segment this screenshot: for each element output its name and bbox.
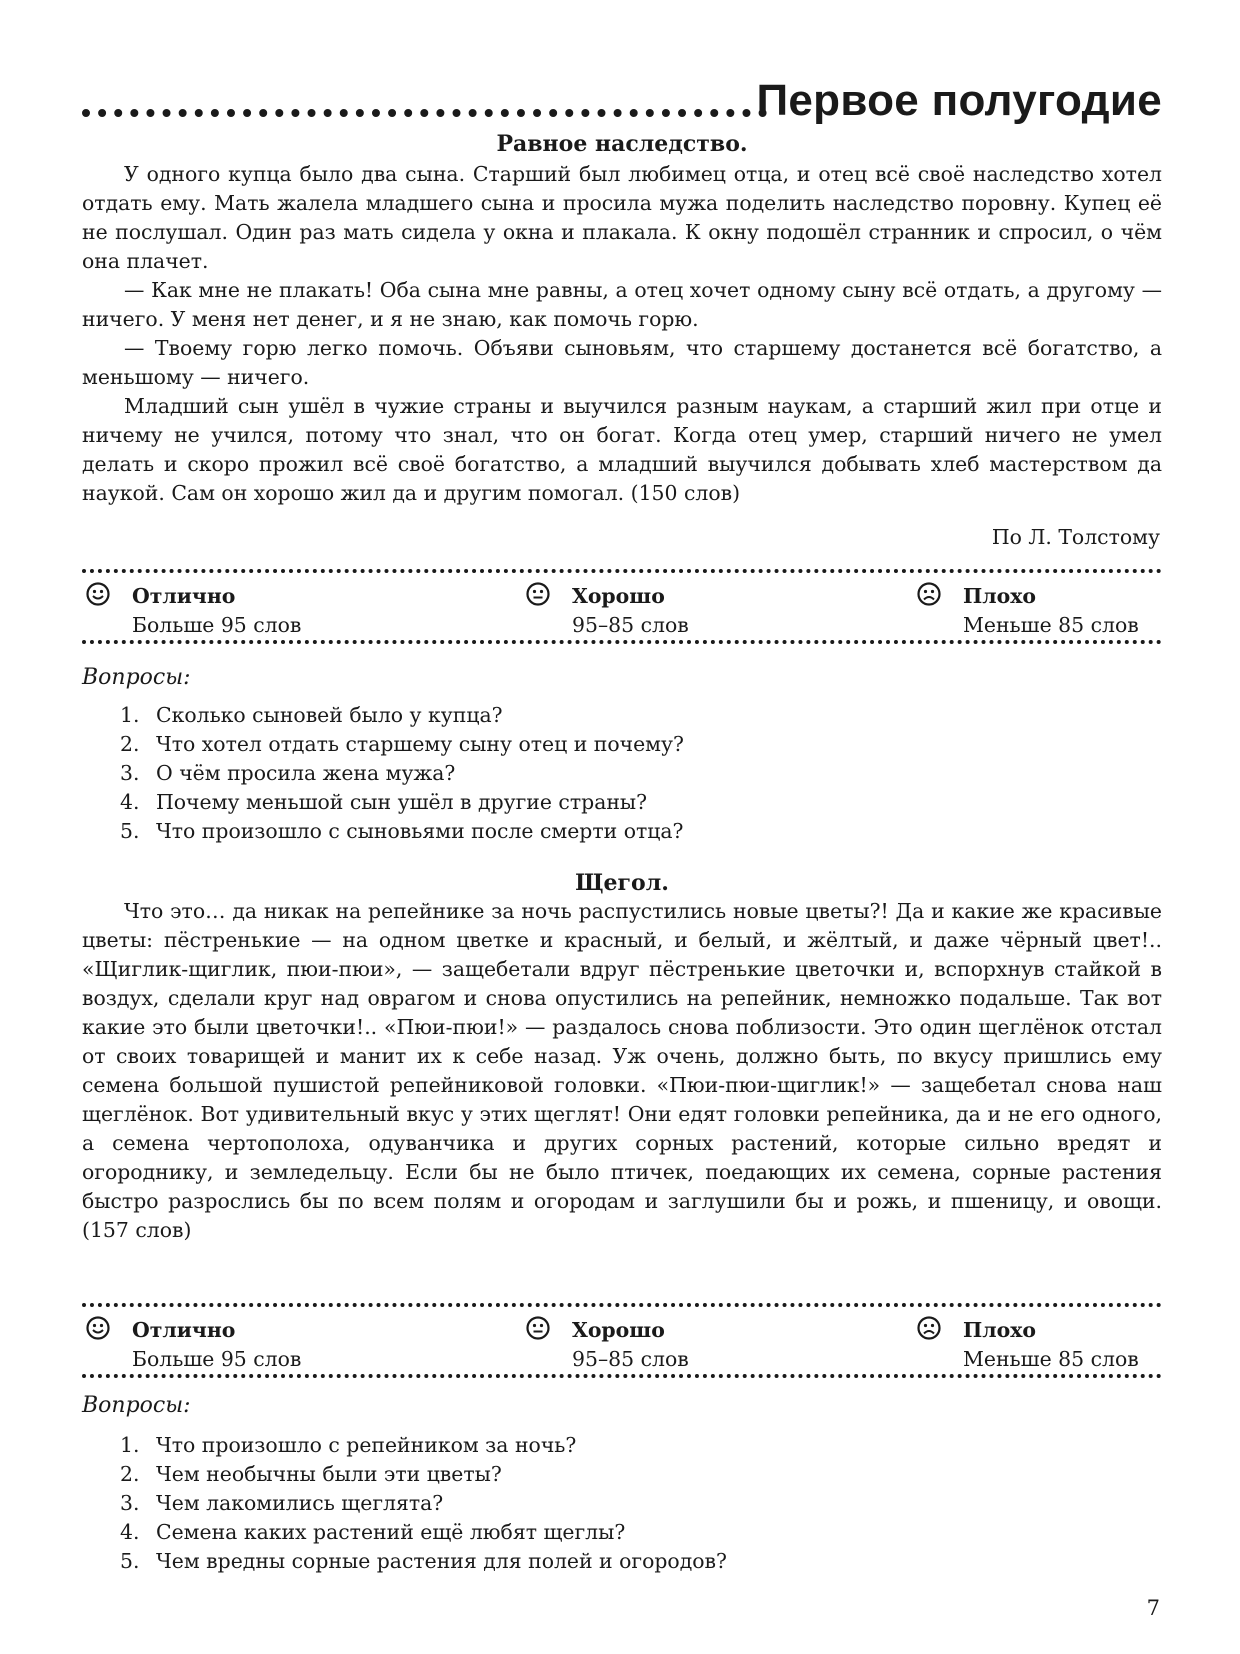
list-item: 1. Сколько сыновей было у купца? — [120, 703, 503, 727]
dotted-rule — [82, 1374, 1162, 1378]
paragraph: Что это… да никак на репейнике за ночь распустились новые цветы?! Да и какие же красивые цветы: пёстренькие — на одном цветке и красный, и белый, и жёлтый, и даже чёрный цвет!.. «Щиглик-щиглик, пюи-пюи», — защебетали вдруг пёстренькие цветочки и, вспорхнув стайкой в воздух, сделали круг над оврагом и снова опустились на репейник, немножко подальше. Так вот какие это были цветочки!.. «Пюи-пюи!» — раздалось снова поблизости. Это один щеглёнок отстал от своих товарищей и манит их к себе назад. Уж очень, должно быть, по вкусу пришлись ему семена большой пушистой репейниковой головки. «Пюи-пюи-щиглик!» — защебетал снова наш щеглёнок. Вот удивительный вкус у этих щеглят! Они едят головки репейника, да и не его одного, а семена чертополоха, одуванчика и других сорных растений, которые сильно вредят и огороднику, и земледельцу. Если бы не было птичек, поедающих их семена, сорные растения быстро разрослись бы по всем полям и огородам и заглушили бы и рожь, и пшеницу, и овощи. (157 слов) — [82, 899, 1162, 1242]
header-dotted-rule — [82, 109, 767, 117]
list-item: 5. Чем вредны сорные растения для полей и огородов? — [120, 1549, 727, 1573]
paragraph: — Как мне не плакать! Оба сына мне равны, а отец хочет одному сыну всё отдать, а другому — ничего. У меня нет денег, и я не знаю, как помочь горю. — [82, 278, 1162, 331]
reading-speed-rating — [82, 569, 1162, 644]
paragraph: Младший сын ушёл в чужие страны и выучился разным наукам, а старший жил при отце и ничему не учился, потому что знал, что он богат. Когда отец умер, старший ничего не умел делать и скоро прожил всё своё богатство, а младший выучился добывать хлеб мастерством да наукой. Сам он хорошо жил да и другим помогал. (150 слов) — [82, 394, 1162, 505]
list-item: 3. Чем лакомились щеглята? — [120, 1491, 444, 1515]
list-item: 2. Что хотел отдать старшему сыну отец и почему? — [120, 732, 684, 756]
rating-label: Плохо — [963, 584, 1036, 608]
smiling-face-icon — [86, 1316, 110, 1340]
story-title: Щегол. — [575, 870, 669, 896]
rating-range: Меньше 85 слов — [963, 1347, 1139, 1371]
dotted-rule — [82, 640, 1162, 644]
rating-range: 95–85 слов — [572, 613, 689, 637]
questions-list — [120, 1431, 1120, 1576]
neutral-face-icon — [526, 1316, 550, 1340]
list-item: 4. Почему меньшой сын ушёл в другие страны? — [120, 790, 648, 814]
rating-label: Хорошо — [572, 1318, 665, 1342]
rating-label: Отлично — [132, 584, 236, 608]
paragraph: — Твоему горю легко помочь. Объяви сыновьям, что старшему достанется всё богатство, а меньшому — ничего. — [82, 336, 1162, 389]
story-title: Равное наследство. — [496, 131, 748, 157]
rating-label: Хорошо — [572, 584, 665, 608]
story-text — [82, 897, 1162, 1245]
list-item: 2. Чем необычны были эти цветы? — [120, 1462, 502, 1486]
reading-speed-rating — [82, 1303, 1162, 1378]
questions-heading: Вопросы: — [82, 665, 191, 690]
section-title: Первое полугодие — [756, 76, 1162, 125]
questions-list — [120, 701, 1120, 846]
list-item: 5. Что произошло с сыновьями после смерти отца? — [120, 819, 684, 843]
list-item: 3. О чём просила жена мужа? — [120, 761, 456, 785]
dotted-rule — [82, 569, 1162, 573]
story-author: По Л. Толстому — [991, 525, 1160, 549]
page-number: 7 — [1146, 1596, 1160, 1620]
list-item: 1. Что произошло с репейником за ночь? — [120, 1433, 577, 1457]
frowning-face-icon — [917, 1316, 941, 1340]
smiling-face-icon — [86, 582, 110, 606]
neutral-face-icon — [526, 582, 550, 606]
section-header — [82, 76, 1162, 126]
rating-label: Плохо — [963, 1318, 1036, 1342]
rating-range: Больше 95 слов — [132, 613, 302, 637]
questions-heading: Вопросы: — [82, 1393, 191, 1418]
story-text — [82, 160, 1162, 508]
rating-range: Меньше 85 слов — [963, 613, 1139, 637]
frowning-face-icon — [917, 582, 941, 606]
rating-range: 95–85 слов — [572, 1347, 689, 1371]
list-item: 4. Семена каких растений ещё любят щеглы? — [120, 1520, 626, 1544]
paragraph: У одного купца было два сына. Старший был любимец отца, и отец всё своё наследство хотел отдать ему. Мать жалела младшего сына и просила мужа поделить наследство поровну. Купец её не послушал. Один раз мать сидела у окна и плакала. К окну подошёл странник и спросил, о чём она плачет. — [82, 162, 1162, 273]
rating-label: Отлично — [132, 1318, 236, 1342]
dotted-rule — [82, 1303, 1162, 1307]
rating-range: Больше 95 слов — [132, 1347, 302, 1371]
